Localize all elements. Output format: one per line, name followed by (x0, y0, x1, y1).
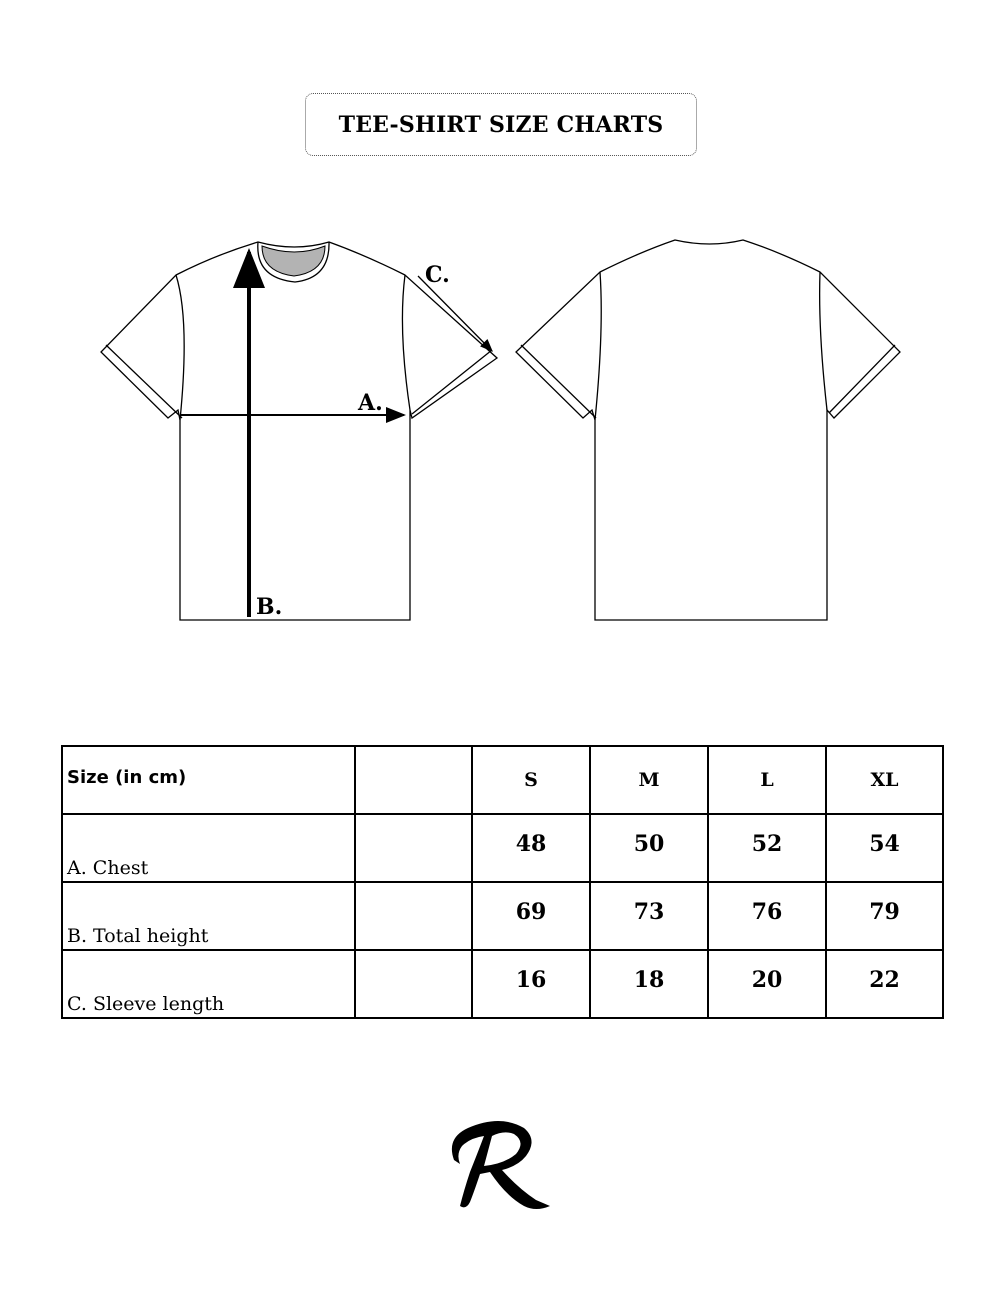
height-l: 76 (708, 882, 826, 950)
table-row (62, 950, 943, 1018)
label-a: A. (358, 390, 383, 416)
empty-cell (355, 746, 472, 814)
size-s: S (472, 746, 590, 814)
table-header-row (62, 746, 943, 814)
row-label-height: B. Total height (62, 882, 355, 950)
label-b: B. (256, 594, 283, 620)
chest-s: 48 (472, 814, 590, 882)
size-xl: XL (826, 746, 943, 814)
back-shirt-outline (516, 240, 900, 620)
row-label-sleeve: C. Sleeve length (62, 950, 355, 1018)
height-xl: 79 (826, 882, 943, 950)
height-s: 69 (472, 882, 590, 950)
chest-l: 52 (708, 814, 826, 882)
sleeve-s: 16 (472, 950, 590, 1018)
chest-m: 50 (590, 814, 708, 882)
label-c: C. (425, 262, 450, 288)
sleeve-l: 20 (708, 950, 826, 1018)
row-label-chest: A. Chest (62, 814, 355, 882)
size-header-label: Size (in cm) (62, 746, 355, 814)
size-table (61, 745, 944, 1019)
table-row (62, 814, 943, 882)
brand-logo (440, 1110, 560, 1220)
chest-xl: 54 (826, 814, 943, 882)
empty-cell (355, 882, 472, 950)
sleeve-m: 18 (590, 950, 708, 1018)
size-l: L (708, 746, 826, 814)
logo-r-shape (452, 1121, 550, 1209)
empty-cell (355, 814, 472, 882)
empty-cell (355, 950, 472, 1018)
front-shirt-outline (101, 242, 497, 620)
height-m: 73 (590, 882, 708, 950)
size-m: M (590, 746, 708, 814)
page-title: TEE-SHIRT SIZE CHARTS (305, 93, 697, 156)
sleeve-xl: 22 (826, 950, 943, 1018)
table-row (62, 882, 943, 950)
